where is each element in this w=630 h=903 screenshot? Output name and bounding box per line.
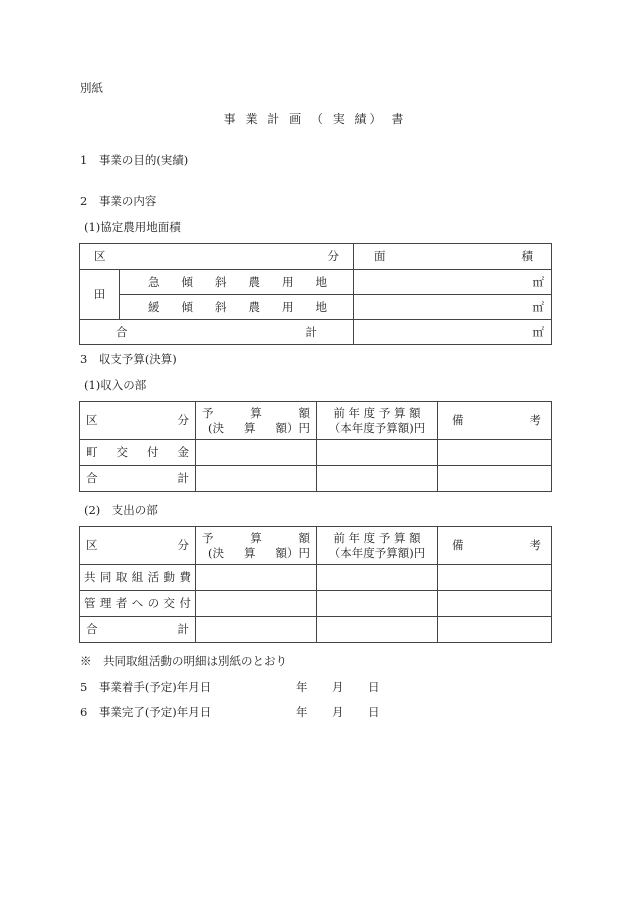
- row-label: 合 計: [80, 617, 196, 643]
- header-kubun: 区 分: [80, 402, 196, 440]
- budget-cell[interactable]: [196, 591, 317, 617]
- header-menseki: 面 積: [354, 244, 552, 270]
- table-header-row: [80, 527, 552, 565]
- row-label: 管 理 者 へ の 交 付: [80, 591, 196, 617]
- row-label: 共 同 取 組 活 動 費: [80, 565, 196, 591]
- section6-heading: 6 事業完了(予定)年月日: [80, 705, 212, 719]
- income-table: [79, 401, 552, 492]
- area-total-cell[interactable]: ㎡: [354, 320, 552, 345]
- area-cell[interactable]: ㎡: [354, 270, 552, 295]
- group-label-ta: 田: [80, 270, 120, 320]
- table-row: [80, 591, 552, 617]
- prev-year-cell[interactable]: [317, 565, 438, 591]
- table-row: [80, 440, 552, 466]
- budget-cell[interactable]: [196, 440, 317, 466]
- table-row-total: [80, 617, 552, 643]
- table-row-total: [80, 466, 552, 492]
- section6-month: 月: [332, 705, 344, 719]
- table-row: [80, 565, 552, 591]
- table-header-row: [80, 402, 552, 440]
- budget-cell[interactable]: [196, 466, 317, 492]
- row-label: 町 交 付 金: [80, 440, 196, 466]
- land-area-table: [79, 243, 552, 345]
- row-label: 合 計: [80, 466, 196, 492]
- header-remarks: 備 考: [438, 527, 552, 565]
- expense-table: [79, 526, 552, 643]
- section1-heading: 1 事業の目的(実績): [80, 153, 189, 167]
- header-kubun: 区 分: [80, 527, 196, 565]
- budget-cell[interactable]: [196, 565, 317, 591]
- header-prev-year: 前 年 度 予 算 額 （本年度予算額)円: [317, 527, 438, 565]
- remarks-cell[interactable]: [438, 466, 552, 492]
- table-row: [80, 270, 552, 295]
- table-row-total: [80, 320, 552, 345]
- header-remarks: 備 考: [438, 402, 552, 440]
- section5-month: 月: [332, 680, 344, 694]
- section3-heading: 3 収支予算(決算): [80, 352, 177, 366]
- remarks-cell[interactable]: [438, 617, 552, 643]
- total-label: 合 計: [80, 320, 354, 345]
- header-kubun: 区 分: [80, 244, 354, 270]
- remarks-cell[interactable]: [438, 440, 552, 466]
- note: ※ 共同取組活動の明細は別紙のとおり: [80, 654, 287, 668]
- header-prev-year: 前 年 度 予 算 額 （本年度予算額)円: [317, 402, 438, 440]
- table-row: [80, 295, 552, 320]
- budget-cell[interactable]: [196, 617, 317, 643]
- row-label: 急 傾 斜 農 用 地: [120, 270, 354, 295]
- header-budget: 予 算 額 (決 算 額）円: [196, 402, 317, 440]
- section6-year: 年: [296, 705, 308, 719]
- prev-year-cell[interactable]: [317, 466, 438, 492]
- area-cell[interactable]: ㎡: [354, 295, 552, 320]
- page-title: 事 業 計 画 （ 実 績） 書: [223, 112, 407, 126]
- prev-year-cell[interactable]: [317, 440, 438, 466]
- attachment-label: 別紙: [80, 81, 103, 95]
- section2-heading: 2 事業の内容: [80, 194, 157, 208]
- row-label: 緩 傾 斜 農 用 地: [120, 295, 354, 320]
- section5-heading: 5 事業着手(予定)年月日: [80, 680, 212, 694]
- header-budget: 予 算 額 (決 算 額）円: [196, 527, 317, 565]
- remarks-cell[interactable]: [438, 591, 552, 617]
- remarks-cell[interactable]: [438, 565, 552, 591]
- expense-subheading: (2) 支出の部: [84, 503, 158, 517]
- section6-day: 日: [368, 705, 380, 719]
- prev-year-cell[interactable]: [317, 617, 438, 643]
- section2-subheading: (1)協定農用地面積: [84, 220, 181, 234]
- section5-day: 日: [368, 680, 380, 694]
- income-subheading: (1)収入の部: [84, 378, 147, 392]
- table-header-row: [80, 244, 552, 270]
- prev-year-cell[interactable]: [317, 591, 438, 617]
- section5-year: 年: [296, 680, 308, 694]
